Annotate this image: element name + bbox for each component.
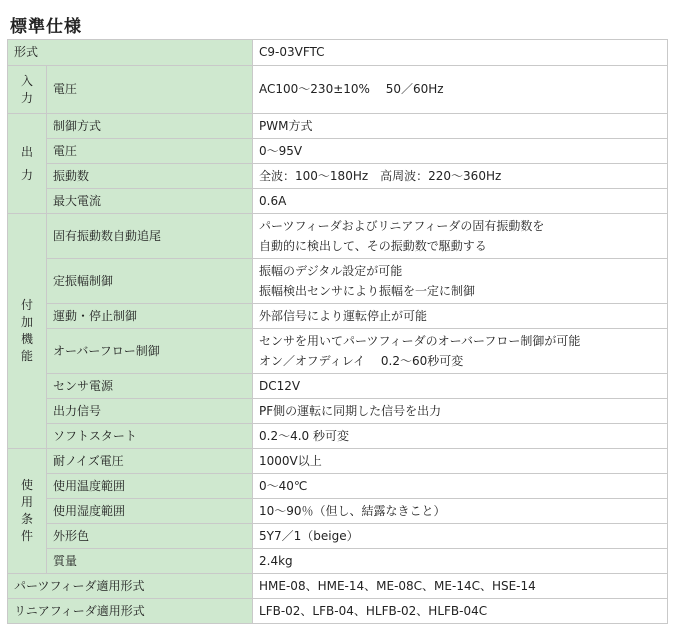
category-output: 出 力 <box>8 114 47 214</box>
row-value: 5Y7／1（beige） <box>253 524 668 549</box>
row-label: パーツフィーダ適用形式 <box>8 574 253 599</box>
table-row <box>8 259 668 304</box>
table-row <box>8 139 668 164</box>
row-label: 使用温度範囲 <box>47 474 253 499</box>
row-label: リニアフィーダ適用形式 <box>8 599 253 624</box>
row-value: センサを用いてパーツフィーダのオーバーフロー制御が可能 オン／オフディレイ 0.2〜60秒可変 <box>253 329 668 374</box>
row-label: ソフトスタート <box>47 424 253 449</box>
table-row <box>8 449 668 474</box>
row-label: 固有振動数自動追尾 <box>47 214 253 259</box>
row-value: 1000V以上 <box>253 449 668 474</box>
row-value: 外部信号により運転停止が可能 <box>253 304 668 329</box>
row-label: 耐ノイズ電圧 <box>47 449 253 474</box>
row-label: 制御方式 <box>47 114 253 139</box>
row-value: 0〜40℃ <box>253 474 668 499</box>
row-value: LFB-02、LFB-04、HLFB-02、HLFB-04C <box>253 599 668 624</box>
row-label: 外形色 <box>47 524 253 549</box>
row-label: 振動数 <box>47 164 253 189</box>
row-value: 2.4kg <box>253 549 668 574</box>
table-row <box>8 574 668 599</box>
row-value: 0.2〜4.0 秒可変 <box>253 424 668 449</box>
row-label: 質量 <box>47 549 253 574</box>
category-conditions: 使 用 条 件 <box>8 449 47 574</box>
row-value: 10〜90％（但し、結露なきこと） <box>253 499 668 524</box>
row-label: 運動・停止制御 <box>47 304 253 329</box>
table-row <box>8 214 668 259</box>
row-value: パーツフィーダおよびリニアフィーダの固有振動数を 自動的に検出して、その振動数で駆動する <box>253 214 668 259</box>
row-value: 0〜95V <box>253 139 668 164</box>
table-row <box>8 304 668 329</box>
row-label: 使用湿度範囲 <box>47 499 253 524</box>
table-row <box>8 424 668 449</box>
row-label: 出力信号 <box>47 399 253 424</box>
table-row <box>8 114 668 139</box>
spec-table <box>7 39 668 624</box>
row-value: PWM方式 <box>253 114 668 139</box>
row-label: 電圧 <box>47 139 253 164</box>
row-label: センサ電源 <box>47 374 253 399</box>
table-row <box>8 474 668 499</box>
table-row <box>8 189 668 214</box>
table-row <box>8 399 668 424</box>
row-value: PF側の運転に同期した信号を出力 <box>253 399 668 424</box>
row-label: 電圧 <box>47 66 253 114</box>
row-value: 全波：100〜180Hz 高周波：220〜360Hz <box>253 164 668 189</box>
row-value: AC100〜230±10% 50／60Hz <box>253 66 668 114</box>
table-row <box>8 524 668 549</box>
page-title: 標準仕様 <box>10 17 82 37</box>
row-label: 形式 <box>8 40 253 66</box>
table-row <box>8 599 668 624</box>
table-row <box>8 40 668 66</box>
row-value: HME-08、HME-14、ME-08C、ME-14C、HSE-14 <box>253 574 668 599</box>
row-value: 振幅のデジタル設定が可能 振幅検出センサにより振幅を一定に制御 <box>253 259 668 304</box>
row-value: C9-03VFTC <box>253 40 668 66</box>
row-label: オーバーフロー制御 <box>47 329 253 374</box>
row-label: 最大電流 <box>47 189 253 214</box>
row-value: DC12V <box>253 374 668 399</box>
table-row <box>8 329 668 374</box>
table-row <box>8 164 668 189</box>
row-label: 定振幅制御 <box>47 259 253 304</box>
category-extra-functions: 付 加 機 能 <box>8 214 47 449</box>
row-value: 0.6A <box>253 189 668 214</box>
table-row <box>8 374 668 399</box>
table-row <box>8 499 668 524</box>
category-input: 入 力 <box>8 66 47 114</box>
table-row <box>8 549 668 574</box>
table-row <box>8 66 668 114</box>
